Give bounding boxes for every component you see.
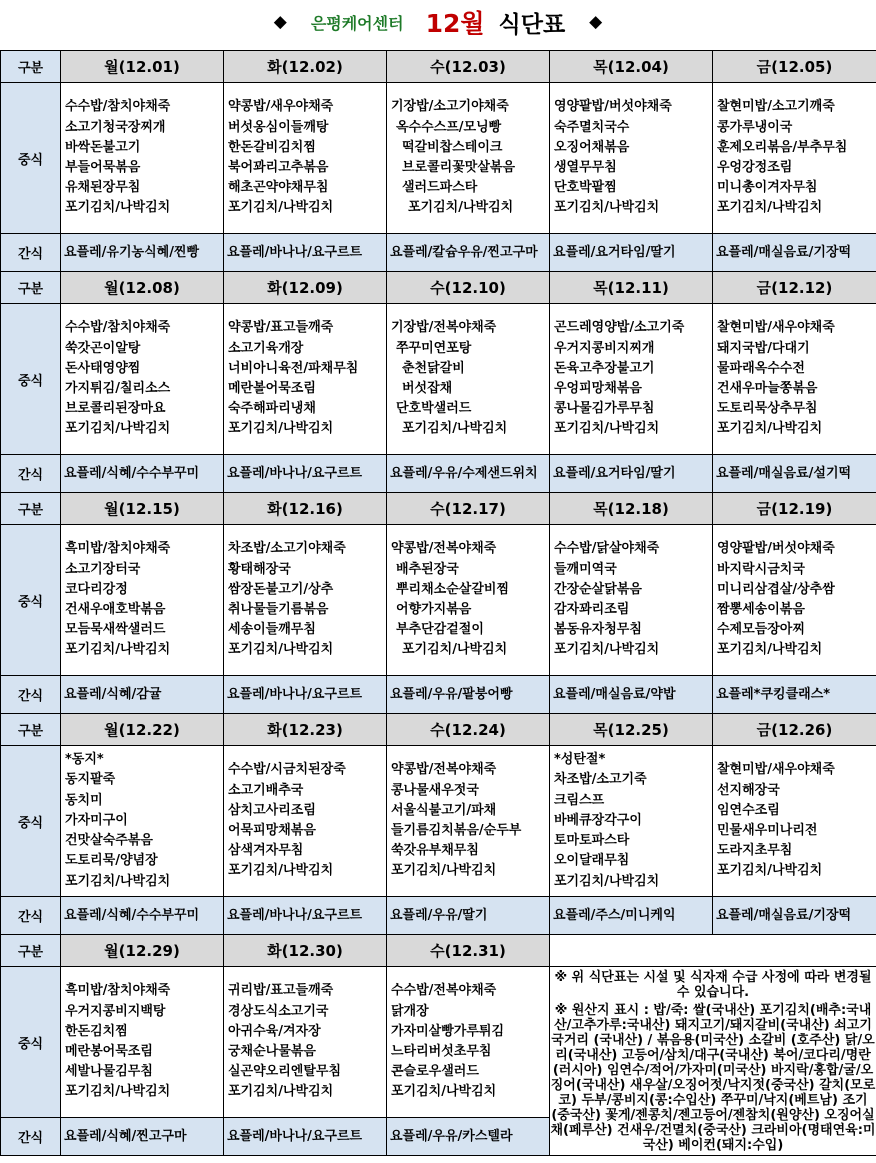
snack-cell: 요플레/매실음료/기장떡 (713, 234, 876, 272)
menu-item: 간장순살닭볶음 (554, 581, 642, 597)
lunch-menu-cell (224, 525, 387, 676)
menu-item: 메란볼어묵조림 (228, 381, 316, 396)
lunch-row (1, 525, 876, 676)
menu-item: 아귀수육/겨자장 (228, 1023, 321, 1039)
snack-row (1, 897, 876, 935)
lunch-menu-cell (550, 525, 713, 676)
center-name: 은평케어센터 (310, 13, 404, 33)
week-header-row (1, 935, 876, 967)
menu-item: 소고기육개장 (228, 340, 304, 356)
menu-item: 찰현미밥/새우야채죽 (717, 762, 835, 778)
menu-item: 단호박샐러드 (396, 401, 472, 417)
day-header: 금(12.26) (713, 714, 876, 746)
menu-item: 수수밥/닭살야채죽 (554, 541, 660, 557)
menu-item: 귀리밥/표고들깨죽 (228, 983, 334, 999)
lunch-menu-cell (387, 967, 550, 1118)
menu-item: 포기김치/나박김치 (65, 421, 171, 437)
menu-item: 실곤약오리엔탈무침 (228, 1064, 342, 1080)
menu-item: 어묵피망채볶음 (228, 823, 316, 838)
menu-item: 브로콜리꽃맛살볶음 (402, 160, 516, 175)
notice-origin: ※ 원산지 표시 : 밥/죽: 쌀(국내산) 포기김치(배추:국내산/고추가루:국내산) 돼지고기/돼지갈비(국내산) 쇠고기 국거리 (국내산) / 볶음용(미국산) 소갈비 (호주산) 닭/오리(국내산) 고등어/삼치/대구(국내산) 북어/코다리/명란(러시아) 임연수/적어/가자미(미국산) 바지락/홍합/굴/오징어(국내산) 새우살/오징어젓/낙지젓(중국산) 갈치(모로코) 두부/콩비지(콩:수입산) 쭈꾸미/낙지(베트남) 조기(중국산) 꽃게/젠콩치/젠고등어/젠참치(원양산) 오징어실채(페루산) 건새우/건멸치(중국산) 크라비아(명태연육:미국산) 베이컨(돼지:수입) (550, 1002, 876, 1153)
lunch-menu-cell (713, 525, 876, 676)
day-header: 목(12.04) (550, 51, 713, 83)
snack-cell: 요플레/바나나/요구르트 (224, 234, 387, 272)
day-header: 금(12.12) (713, 272, 876, 304)
menu-item: 서울식불고기/파채 (391, 802, 497, 818)
menu-item: 포기김치/나박김치 (717, 421, 823, 437)
menu-item: 임연수조림 (717, 802, 780, 818)
menu-item: 도라지초무침 (717, 843, 793, 859)
lunch-menu-cell (224, 746, 387, 897)
menu-item: 코다리강정 (65, 581, 128, 597)
menu-item: 곤드레영양밥/소고기죽 (554, 320, 685, 336)
day-header: 목(12.11) (550, 272, 713, 304)
snack-row (1, 455, 876, 493)
menu-item: 영양팥밥/버섯야채죽 (717, 541, 835, 557)
menu-label: 식단표 (498, 11, 566, 38)
day-header: 화(12.16) (224, 493, 387, 525)
lunch-row (1, 304, 876, 455)
menu-item: 한돈갈비김치찜 (228, 139, 316, 155)
snack-cell: 요플레/바나나/요구르트 (224, 897, 387, 935)
day-header: 수(12.10) (387, 272, 550, 304)
menu-item: 포기김치/나박김치 (408, 200, 514, 216)
menu-item: 콩가루냉이국 (717, 119, 793, 135)
snack-cell: 요플레*쿠킹클래스* (713, 676, 876, 714)
menu-item: 포기김치/나박김치 (717, 642, 823, 658)
menu-item: 삼치고사리조림 (228, 802, 316, 818)
menu-item: 짬뽕세송이볶음 (717, 602, 805, 617)
snack-row (1, 234, 876, 272)
menu-item: 포기김치/나박김치 (228, 421, 334, 437)
day-header: 화(12.23) (224, 714, 387, 746)
menu-item: 떡갈비찹스테이크 (402, 139, 503, 155)
menu-item: 바싹돈불고기 (65, 139, 141, 155)
menu-item: 오징어채볶음 (554, 139, 630, 155)
menu-item: 포기김치/나박김치 (402, 421, 508, 437)
menu-item: 봄동유자청무침 (554, 622, 642, 638)
menu-item: 해초곤약야채무침 (228, 180, 329, 196)
day-header: 화(12.30) (224, 935, 387, 967)
lunch-menu-cell (61, 746, 224, 897)
row-label-gubun: 구분 (1, 935, 61, 967)
lunch-menu-cell (224, 83, 387, 234)
row-label-gubun: 구분 (1, 493, 61, 525)
menu-item: 찰현미밥/소고기깨죽 (717, 99, 835, 115)
row-label-gubun: 구분 (1, 51, 61, 83)
menu-item: 삼색겨자무침 (228, 843, 304, 859)
menu-item: 가자미구이 (65, 812, 128, 828)
menu-item: 느타리버섯초무침 (391, 1044, 492, 1059)
menu-item: 감자꽈리조림 (554, 602, 630, 617)
diamond-right-icon: ◆ (589, 12, 603, 32)
menu-item: 포기김치/나박김치 (65, 873, 171, 889)
menu-item: 콩나물새우젓국 (391, 782, 479, 798)
menu-item: 우거지콩비지백탕 (65, 1003, 166, 1019)
row-label-lunch: 중식 (1, 83, 61, 234)
menu-item: 궁채순나물볶음 (228, 1044, 316, 1059)
menu-item: 차조밥/소고기죽 (554, 772, 647, 788)
menu-item: 포기김치/나박김치 (554, 421, 660, 437)
menu-item: 도토리묵상추무침 (717, 401, 818, 417)
menu-item: 콘슬로우샐러드 (391, 1064, 479, 1080)
menu-item: 돈사태영양찜 (65, 360, 141, 376)
menu-item: 메란봉어묵조림 (65, 1044, 153, 1059)
menu-item: 우엉강정조림 (717, 160, 793, 175)
row-label-lunch: 중식 (1, 746, 61, 897)
lunch-menu-cell (713, 83, 876, 234)
menu-item: 포기김치/나박김치 (554, 200, 660, 216)
snack-cell: 요플레/우유/카스텔라 (387, 1118, 550, 1156)
menu-item: 가자미살빵가루튀김 (391, 1023, 505, 1039)
lunch-menu-cell (550, 304, 713, 455)
snack-row (1, 676, 876, 714)
lunch-menu-cell (713, 304, 876, 455)
lunch-menu-cell (61, 83, 224, 234)
row-label-snack: 간식 (1, 455, 61, 493)
row-label-snack: 간식 (1, 1118, 61, 1156)
menu-item: 콩나물김가루무침 (554, 401, 655, 417)
menu-item: 약콩밥/새우야채죽 (228, 99, 334, 115)
day-header: 수(12.31) (387, 935, 550, 967)
menu-item: 기장밥/전복야채죽 (391, 320, 497, 336)
menu-item: 세발나물김무침 (65, 1064, 153, 1080)
menu-item: 바지락시금치국 (717, 561, 805, 577)
lunch-menu-cell (224, 304, 387, 455)
menu-item: 모듬묵새싹샐러드 (65, 622, 166, 638)
lunch-row (1, 746, 876, 897)
lunch-menu-cell (61, 304, 224, 455)
lunch-menu-cell (387, 83, 550, 234)
menu-item: 미니총이겨자무침 (717, 180, 818, 196)
menu-item: 샐러드파스타 (402, 180, 478, 196)
day-header: 월(12.15) (61, 493, 224, 525)
snack-cell: 요플레/주스/미니케익 (550, 897, 713, 935)
empty-day-header (550, 935, 876, 967)
snack-cell: 요플레/매실음료/기장떡 (713, 897, 876, 935)
menu-item: 돈육고추장불고기 (554, 360, 655, 376)
snack-cell: 요플레/식혜/수수부꾸미 (61, 897, 224, 935)
snack-cell: 요플레/바나나/요구르트 (224, 455, 387, 493)
snack-cell: 요플레/요거타임/딸기 (550, 455, 713, 493)
snack-cell: 요플레/우유/팥붕어빵 (387, 676, 550, 714)
day-header: 목(12.25) (550, 714, 713, 746)
menu-item: 춘천닭갈비 (402, 360, 465, 376)
lunch-menu-cell (387, 525, 550, 676)
day-header: 수(12.24) (387, 714, 550, 746)
menu-item: 너비아니육전/파채무침 (228, 360, 359, 376)
menu-item: 우거지콩비지찌개 (554, 340, 655, 356)
lunch-menu-cell (550, 746, 713, 897)
snack-cell: 요플레/우유/수제샌드위치 (387, 455, 550, 493)
menu-item: 브로콜리된장마요 (65, 401, 166, 417)
menu-item: 수수밥/전복야채죽 (391, 983, 497, 999)
menu-item: 숙주멸치국수 (554, 119, 630, 135)
day-header: 수(12.17) (387, 493, 550, 525)
menu-item: 쑥갓유부채무침 (391, 843, 479, 859)
menu-item: 쑥갓곤이알탕 (65, 340, 141, 356)
menu-item: 물파래옥수수전 (717, 360, 805, 376)
menu-item: 소고기장터국 (65, 561, 141, 577)
day-header: 화(12.02) (224, 51, 387, 83)
menu-item: 차조밥/소고기야채죽 (228, 541, 346, 557)
menu-item: 옥수수스프/모닝빵 (396, 119, 502, 135)
menu-item: 찰현미밥/새우야채죽 (717, 320, 835, 336)
menu-item: 포기김치/나박김치 (554, 873, 660, 889)
menu-item: 약콩밥/표고들깨죽 (228, 320, 334, 336)
menu-item: 포기김치/나박김치 (65, 642, 171, 658)
snack-cell: 요플레/유기농식혜/찐빵 (61, 234, 224, 272)
menu-item: 크림스프 (554, 792, 605, 808)
snack-cell: 요플레/요거타임/딸기 (550, 234, 713, 272)
menu-item: 한돈김치찜 (65, 1023, 128, 1039)
menu-item: 수수밥/참치야채죽 (65, 320, 171, 336)
snack-cell: 요플레/바나나/요구르트 (224, 1118, 387, 1156)
menu-item: 약콩밥/전복야채죽 (391, 762, 497, 778)
menu-item: 흑미밥/참치야채죽 (65, 983, 171, 999)
menu-item: 도토리묵/양념장 (65, 853, 158, 869)
lunch-menu-cell (61, 967, 224, 1118)
menu-item: 수제모듬장아찌 (717, 622, 805, 638)
menu-item: 동치미 (65, 792, 103, 808)
row-label-lunch: 중식 (1, 304, 61, 455)
menu-item: *동지* (65, 752, 104, 768)
menu-item: 훈제오리볶음/부추무침 (717, 139, 848, 155)
day-header: 수(12.03) (387, 51, 550, 83)
menu-item: 건맛살숙주볶음 (65, 833, 153, 849)
menu-item: 포기김치/나박김치 (391, 863, 497, 879)
snack-cell: 요플레/매실음료/설기떡 (713, 455, 876, 493)
menu-item: 단호박팥찜 (554, 180, 617, 196)
menu-item: 취나물들기름볶음 (228, 602, 329, 617)
menu-item: 뿌리채소순살갈비찜 (396, 581, 510, 597)
menu-item: 쭈꾸미연포탕 (396, 340, 472, 356)
snack-cell: 요플레/식혜/수수부꾸미 (61, 455, 224, 493)
menu-item: 쌈장돈불고기/상추 (228, 581, 334, 597)
snack-cell: 요플레/바나나/요구르트 (224, 676, 387, 714)
menu-item: 버섯잡채 (402, 381, 453, 396)
row-label-snack: 간식 (1, 676, 61, 714)
lunch-menu-cell (61, 525, 224, 676)
menu-item: 배추된장국 (396, 561, 459, 577)
snack-cell: 요플레/식혜/감귤 (61, 676, 224, 714)
month-label: 12월 (425, 9, 485, 38)
menu-item: 포기김치/나박김치 (391, 1084, 497, 1100)
day-header: 목(12.18) (550, 493, 713, 525)
row-label-snack: 간식 (1, 234, 61, 272)
menu-item: 포기김치/나박김치 (228, 200, 334, 216)
menu-item: 민물새우미나리전 (717, 823, 818, 838)
lunch-row (1, 83, 876, 234)
menu-item: 오이달래무침 (554, 853, 630, 869)
menu-item: 어향가지볶음 (396, 602, 472, 617)
menu-item: 들기름김치볶음/순두부 (391, 823, 522, 838)
menu-item: 황태해장국 (228, 561, 291, 577)
row-label-snack: 간식 (1, 897, 61, 935)
week-header-row (1, 493, 876, 525)
day-header: 금(12.19) (713, 493, 876, 525)
lunch-row (1, 967, 876, 1118)
menu-item: 동지팥죽 (65, 772, 116, 788)
menu-item: 버섯옹심이들깨탕 (228, 119, 329, 135)
snack-cell: 요플레/우유/딸기 (387, 897, 550, 935)
lunch-menu-cell (387, 746, 550, 897)
menu-item: 수수밥/시금치된장죽 (228, 762, 346, 778)
menu-item: 포기김치/나박김치 (717, 863, 823, 879)
menu-item: 소고기배추국 (228, 782, 304, 798)
menu-item: 포기김치/나박김치 (228, 863, 334, 879)
week-header-row (1, 272, 876, 304)
menu-item: 바베큐장각구이 (554, 812, 642, 828)
day-header: 금(12.05) (713, 51, 876, 83)
lunch-menu-cell (387, 304, 550, 455)
snack-cell: 요플레/매실음료/약밥 (550, 676, 713, 714)
menu-item: 포기김치/나박김치 (717, 200, 823, 216)
menu-item: 건새우애호박볶음 (65, 602, 166, 617)
menu-item: 포기김치/나박김치 (228, 1084, 334, 1100)
menu-item: 들깨미역국 (554, 561, 617, 577)
menu-table (0, 50, 876, 1156)
menu-item: 부들어묵볶음 (65, 160, 141, 175)
day-header: 월(12.08) (61, 272, 224, 304)
row-label-lunch: 중식 (1, 525, 61, 676)
menu-item: 우엉피망채볶음 (554, 381, 642, 396)
menu-item: 북어꽈리고추볶음 (228, 160, 329, 175)
lunch-menu-cell (713, 746, 876, 897)
lunch-menu-cell (224, 967, 387, 1118)
menu-item: 토마토파스타 (554, 833, 630, 849)
row-label-lunch: 중식 (1, 967, 61, 1118)
row-label-gubun: 구분 (1, 272, 61, 304)
menu-item: 경상도식소고기국 (228, 1003, 329, 1019)
menu-item: 흑미밥/참치야채죽 (65, 541, 171, 557)
menu-item: 숙주해파리냉채 (228, 401, 316, 417)
menu-item: *성탄절* (554, 752, 606, 768)
day-header: 월(12.01) (61, 51, 224, 83)
menu-item: 포기김치/나박김치 (65, 1084, 171, 1100)
notice-change: ※ 위 식단표는 시설 및 식자재 수급 사정에 따라 변경될 수 있습니다. (554, 969, 872, 1000)
week-header-row (1, 51, 876, 83)
menu-item: 건새우마늘쫑볶음 (717, 381, 818, 396)
day-header: 월(12.22) (61, 714, 224, 746)
menu-item: 세송이들깨무침 (228, 622, 316, 638)
notice-cell (550, 967, 876, 1156)
menu-item: 가지튀김/칠리소스 (65, 381, 171, 396)
menu-item: 포기김치/나박김치 (65, 200, 171, 216)
menu-item: 약콩밥/전복야채죽 (391, 541, 497, 557)
menu-item: 포기김치/나박김치 (554, 642, 660, 658)
week-header-row (1, 714, 876, 746)
menu-item: 수수밥/참치야채죽 (65, 99, 171, 115)
snack-cell: 요플레/칼슘우유/찐고구마 (387, 234, 550, 272)
menu-item: 유채된장무침 (65, 180, 141, 196)
menu-item: 생열무무침 (554, 160, 617, 175)
page-title (0, 0, 876, 44)
lunch-menu-cell (550, 83, 713, 234)
day-header: 월(12.29) (61, 935, 224, 967)
snack-cell: 요플레/식혜/찐고구마 (61, 1118, 224, 1156)
menu-item: 닭개장 (391, 1003, 429, 1019)
menu-item: 포기김치/나박김치 (228, 642, 334, 658)
menu-item: 선지해장국 (717, 782, 780, 798)
menu-item: 영양팥밥/버섯야채죽 (554, 99, 672, 115)
menu-item: 미니리삼겹살/상추쌈 (717, 581, 835, 597)
menu-item: 포기김치/나박김치 (402, 642, 508, 658)
menu-item: 돼지국밥/다대기 (717, 340, 810, 356)
menu-item: 기장밥/소고기야채죽 (391, 99, 509, 115)
row-label-gubun: 구분 (1, 714, 61, 746)
menu-item: 소고기청국장찌개 (65, 119, 166, 135)
day-header: 화(12.09) (224, 272, 387, 304)
menu-item: 부추단감겉절이 (396, 622, 484, 638)
diamond-left-icon: ◆ (273, 12, 287, 32)
